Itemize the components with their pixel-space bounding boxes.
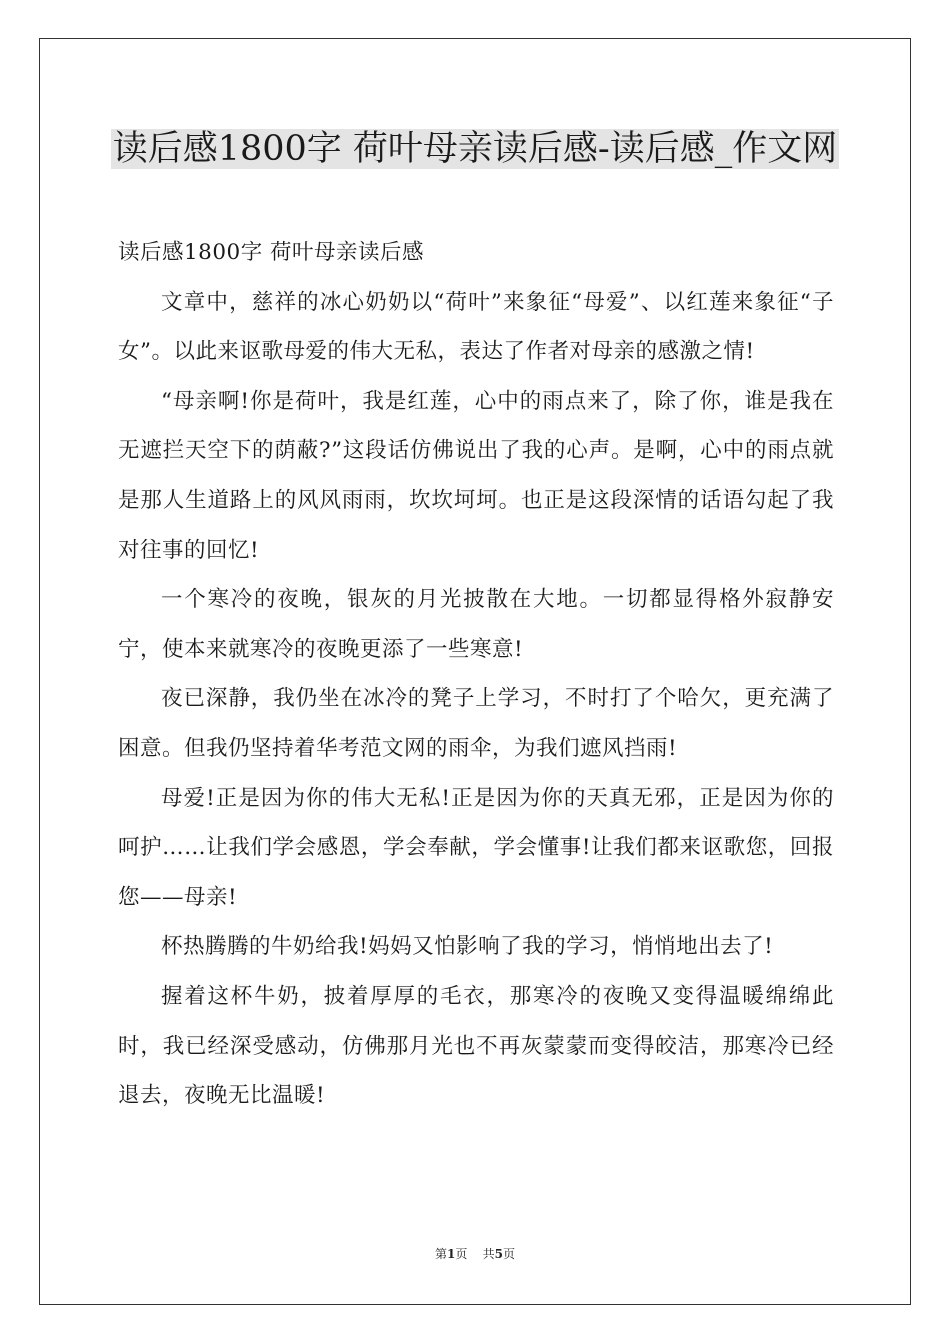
page-footer bbox=[0, 1245, 950, 1262]
document-body bbox=[118, 228, 834, 1121]
paragraph: “母亲啊!你是荷叶，我是红莲，心中的雨点来了，除了你，谁是我在无遮拦天空下的荫蔽?”这段话仿佛说出了我的心声。是啊，心中的雨点就是那人生道路上的风风雨雨，坎坎坷坷。也正是这段深情的话语勾起了我对往事的回忆! bbox=[118, 388, 834, 563]
page-prefix: 第 bbox=[434, 1247, 447, 1261]
page-current: 1 bbox=[446, 1247, 456, 1261]
document-title bbox=[60, 124, 890, 174]
paragraph: 母爱!正是因为你的伟大无私!正是因为你的天真无邪，正是因为你的呵护……让我们学会感恩，学会奉献，学会懂事!让我们都来讴歌您，回报您——母亲! bbox=[118, 785, 834, 910]
total-suffix: 页 bbox=[503, 1247, 516, 1261]
paragraph: 文章中，慈祥的冰心奶奶以“荷叶”来象征“母爱”、以红莲来象征“子女”。以此来讴歌母爱的伟大无私，表达了作者对母亲的感激之情! bbox=[118, 289, 834, 365]
page-total: 5 bbox=[494, 1247, 503, 1261]
paragraph: 握着这杯牛奶，披着厚厚的毛衣，那寒冷的夜晚又变得温暖绵绵此时，我已经深受感动，仿佛那月光也不再灰蒙蒙而变得皎洁，那寒冷已经退去，夜晚无比温暖! bbox=[118, 983, 834, 1109]
total-prefix: 共 bbox=[482, 1247, 495, 1261]
document-subtitle: 读后感1800字 荷叶母亲读后感 bbox=[118, 240, 425, 265]
paragraph: 夜已深静，我仍坐在冰冷的凳子上学习，不时打了个哈欠，更充满了困意。但我仍坚持着华考范文网的雨伞，为我们遮风挡雨! bbox=[118, 686, 834, 761]
page-suffix: 页 bbox=[455, 1247, 468, 1261]
document-title-text: 读后感1800字 荷叶母亲读后感-读后感_作文网 bbox=[112, 129, 838, 169]
paragraph: 一个寒冷的夜晚，银灰的月光披散在大地。一切都显得格外寂静安宁，使本来就寒冷的夜晚更添了一些寒意! bbox=[118, 587, 834, 662]
paragraph: 杯热腾腾的牛奶给我!妈妈又怕影响了我的学习，悄悄地出去了! bbox=[161, 934, 774, 960]
